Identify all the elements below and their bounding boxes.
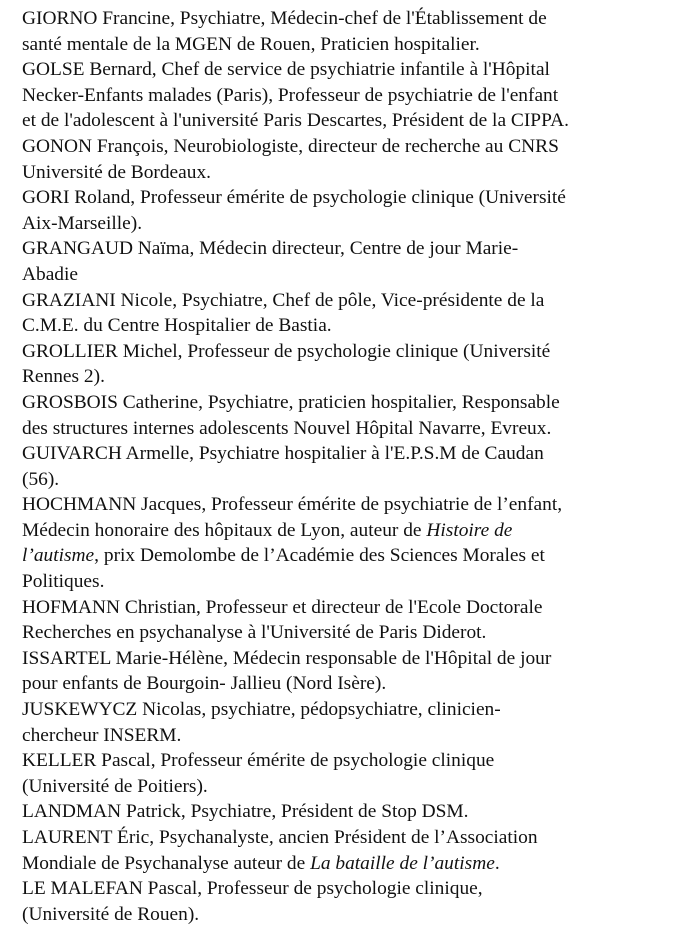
text-line: (Université de Rouen). <box>22 903 200 925</box>
text-line: Abadie <box>22 263 78 285</box>
text-line: santé mentale de la MGEN de Rouen, Praticien hospitalier. <box>22 33 480 55</box>
text-line: HOFMANN Christian, Professeur et directeur de l'Ecole Doctorale <box>22 596 543 618</box>
text-line: GOLSE Bernard, Chef de service de psychiatrie infantile à l'Hôpital <box>22 59 550 81</box>
text-line: Necker-Enfants malades (Paris), Professeur de psychiatrie de l'enfant <box>22 84 559 106</box>
text-line: Rennes 2). <box>22 366 105 388</box>
text-segment: . <box>494 852 500 874</box>
text-line <box>22 543 672 569</box>
signatory-entry-gonon <box>22 134 672 185</box>
text-line: Aix-Marseille). <box>22 212 143 234</box>
signatory-entry-keller <box>22 748 672 799</box>
signatory-entry-grollier <box>22 339 672 390</box>
text-line: GROLLIER Michel, Professeur de psychologie clinique (Université <box>22 340 551 362</box>
signatory-entry-landman <box>22 799 672 825</box>
text-line <box>22 851 672 877</box>
signatory-entry-le-malefan <box>22 876 672 927</box>
text-line: (Université de Poitiers). <box>22 775 208 797</box>
text-segment: Médecin honoraire des hôpitaux de Lyon, auteur de <box>22 519 427 541</box>
text-line: GONON François, Neurobiologiste, directeur de recherche au CNRS <box>22 135 559 157</box>
signatory-entry-giorno <box>22 6 672 57</box>
text-line: GRAZIANI Nicole, Psychiatre, Chef de pôle, Vice-présidente de la <box>22 289 545 311</box>
text-segment: LAURENT Éric, Psychanalyste <box>22 827 269 848</box>
text-line: Université de Bordeaux. <box>22 161 212 183</box>
text-line: KELLER Pascal, Professeur émérite de psychologie clinique <box>22 750 495 772</box>
signatory-entry-juskewycz <box>22 697 672 748</box>
text-line: GIORNO Francine, Psychiatre, Médecin-chef de l'Établissement de <box>22 8 547 29</box>
text-segment: ancien Président de l’Association <box>273 827 538 848</box>
text-line: LE MALEFAN Pascal, Professeur de psychologie clinique, <box>22 878 483 900</box>
text-line: Politiques. <box>22 571 105 593</box>
signatory-entry-gori <box>22 185 672 236</box>
text-line: et de l'adolescent à l'université Paris Descartes, Président de la CIPPA. <box>22 110 569 132</box>
text-line: (56). <box>22 468 60 490</box>
book-title-segment: Histoire de <box>426 519 513 541</box>
text-line <box>22 825 672 851</box>
signatory-entry-hochmann <box>22 492 672 594</box>
text-line: pour enfants de Bourgoin- Jallieu (Nord Isère). <box>22 673 387 695</box>
text-line: chercheur INSERM. <box>22 724 182 746</box>
text-line: GRANGAUD Naïma, Médecin directeur, Centre de jour Marie- <box>22 238 519 260</box>
signatory-list <box>22 6 672 927</box>
text-line: C.M.E. du Centre Hospitalier de Bastia. <box>22 315 332 337</box>
text-line: GROSBOIS Catherine, Psychiatre, praticien hospitalier, Responsable <box>22 391 560 413</box>
signatory-entry-issartel <box>22 646 672 697</box>
book-title-segment: La bataille de l’autisme <box>310 852 495 874</box>
signatory-entry-laurent <box>22 825 672 876</box>
signatory-entry-guivarch <box>22 441 672 492</box>
text-line: JUSKEWYCZ Nicolas, psychiatre, pédopsychiatre, clinicien- <box>22 699 501 721</box>
text-line <box>22 518 672 544</box>
signatory-entry-graziani <box>22 288 672 339</box>
signatory-entry-hofmann <box>22 595 672 646</box>
book-title-segment: l’autisme <box>22 545 95 567</box>
text-segment: , prix Demolombe de l’Académie des Sciences Morales et <box>94 545 545 567</box>
text-line: LANDMAN Patrick, Psychiatre, Président de Stop DSM. <box>22 801 469 823</box>
text-segment: Mondiale de Psychanalyse auteur de <box>22 852 311 874</box>
text-segment: , <box>268 827 274 848</box>
text-line: des structures internes adolescents Nouvel Hôpital Navarre, Evreux. <box>22 417 552 439</box>
text-line: GUIVARCH Armelle, Psychiatre hospitalier à l'E.P.S.M de Caudan <box>22 443 544 465</box>
text-line: HOCHMANN Jacques, Professeur émérite de psychiatrie de l’enfant, <box>22 494 563 516</box>
text-line: ISSARTEL Marie-Hélène, Médecin responsable de l'Hôpital de jour <box>22 647 552 669</box>
text-line: GORI Roland, Professeur émérite de psychologie clinique (Université <box>22 187 566 209</box>
text-line: Recherches en psychanalyse à l'Université de Paris Diderot. <box>22 622 487 644</box>
signatory-entry-grangaud <box>22 236 672 287</box>
signatory-entry-grosbois <box>22 390 672 441</box>
signatory-entry-golse <box>22 57 672 134</box>
